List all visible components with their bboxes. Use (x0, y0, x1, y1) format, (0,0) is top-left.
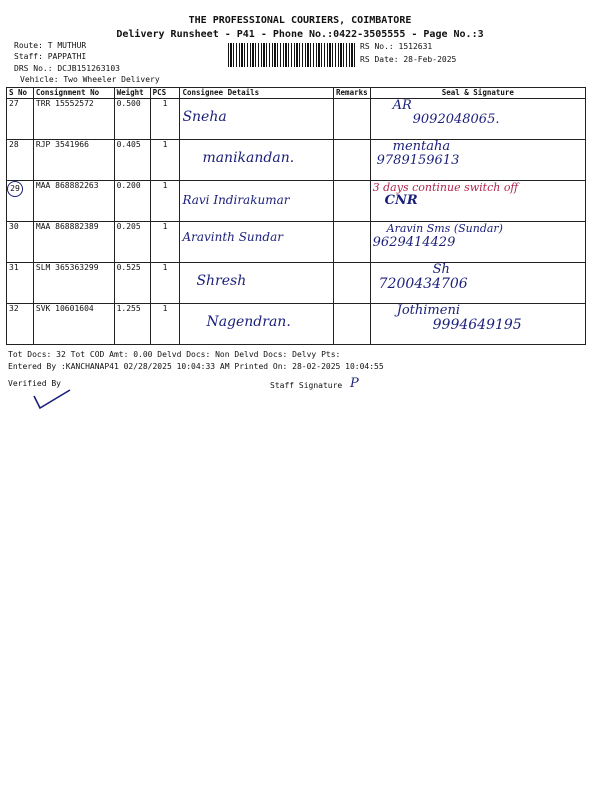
consignee-handwriting: Shresh (196, 273, 247, 289)
consignee-handwriting: Sneha (182, 109, 227, 125)
signature-mark: Aravin Sms (Sundar) (386, 222, 503, 235)
consignee-cell (180, 181, 334, 222)
sno-cell: 31 (7, 263, 34, 304)
pcs-cell: 1 (150, 304, 180, 345)
consignee-cell (180, 263, 334, 304)
route-label: Route: T MUTHUR (14, 41, 87, 50)
weight-cell: 1.255 (114, 304, 150, 345)
remarks-cell (334, 140, 371, 181)
signature-phone: 9994649195 (432, 317, 522, 333)
table-row (7, 222, 586, 263)
weight-cell: 0.200 (114, 181, 150, 222)
table-row (7, 181, 586, 222)
totals-line: Tot Docs: 32 Tot COD Amt: 0.00 Delvd Docs: Non Delvd Docs: Delvy Pts: (8, 350, 341, 359)
verification-check-mark (32, 388, 72, 412)
consignee-cell (180, 99, 334, 140)
consignee-cell (180, 140, 334, 181)
table-row (7, 140, 586, 181)
circled-sno: 29 (7, 181, 23, 197)
remark-handwriting: 3 days continue switch off (372, 181, 519, 194)
weight-cell: 0.405 (114, 140, 150, 181)
table-row (7, 263, 586, 304)
signature-cell (370, 140, 585, 181)
barcode (228, 43, 356, 67)
consignment-cell: MAA 868882389 (33, 222, 114, 263)
consignment-cell: SVK 10601604 (33, 304, 114, 345)
signature-mark: mentaha (392, 139, 451, 154)
signature-cell (370, 304, 585, 345)
consignment-cell: SLM 365363299 (33, 263, 114, 304)
table-row (7, 99, 586, 140)
consignee-cell (180, 222, 334, 263)
sno-cell: 28 (7, 140, 34, 181)
pcs-cell: 1 (150, 222, 180, 263)
col-weight: Weight (114, 88, 150, 99)
signature-mark: Sh (432, 262, 450, 277)
consignment-cell: MAA 868882263 (33, 181, 114, 222)
staff-signature-mark: P (350, 376, 359, 391)
staff-signature-label: Staff Signature (270, 381, 343, 390)
runsheet-subtitle: Delivery Runsheet - P41 - Phone No.:0422-3505555 - Page No.:3 (116, 29, 484, 40)
sno-cell: 30 (7, 222, 34, 263)
runsheet-table (6, 87, 586, 345)
col-remarks: Remarks (334, 88, 371, 99)
sno-cell: 27 (7, 99, 34, 140)
signature-cell (370, 181, 585, 222)
consignment-cell: RJP 3541966 (33, 140, 114, 181)
signature-cell (370, 222, 585, 263)
signature-cell (370, 263, 585, 304)
entered-by-line: Entered By :KANCHANAP41 02/28/2025 10:04:33 AM Printed On: 28-02-2025 10:04:55 (8, 362, 384, 371)
consignee-handwriting: Ravi Indirakumar (182, 193, 290, 207)
signature-phone: 7200434706 (378, 276, 468, 292)
rs-date: RS Date: 28-Feb-2025 (360, 55, 457, 64)
col-consignee: Consignee Details (180, 88, 334, 99)
remarks-cell (334, 304, 371, 345)
signature-mark: AR (392, 98, 412, 113)
pcs-cell: 1 (150, 140, 180, 181)
weight-cell: 0.205 (114, 222, 150, 263)
pcs-cell: 1 (150, 181, 180, 222)
company-title: THE PROFESSIONAL COURIERS, COIMBATORE (188, 15, 412, 26)
signature-phone: 9092048065. (412, 112, 500, 127)
table-row (7, 304, 586, 345)
pcs-cell: 1 (150, 99, 180, 140)
signature-mark: Jothimeni (396, 303, 460, 318)
weight-cell: 0.525 (114, 263, 150, 304)
col-sno: S No (7, 88, 34, 99)
vehicle-label: Vehicle: Two Wheeler Delivery (20, 75, 160, 84)
remarks-cell (334, 181, 371, 222)
consignee-handwriting: Aravinth Sundar (182, 230, 283, 244)
signature-phone: 9789159613 (376, 153, 460, 168)
signature-phone: 9629414429 (372, 235, 456, 250)
rs-number: RS No.: 1512631 (360, 42, 433, 51)
sno-cell (7, 181, 34, 222)
consignee-cell (180, 304, 334, 345)
table-header-row (7, 88, 586, 99)
pcs-cell: 1 (150, 263, 180, 304)
col-consignment: Consignment No (33, 88, 114, 99)
cnr-mark: CNR (384, 193, 418, 208)
consignment-cell: TRR 15552572 (33, 99, 114, 140)
consignee-handwriting: Nagendran. (206, 314, 291, 330)
remarks-cell (334, 263, 371, 304)
drs-label: DRS No.: DCJB151263103 (14, 64, 120, 73)
verified-by-label: Verified By (8, 379, 61, 388)
sno-cell: 32 (7, 304, 34, 345)
weight-cell: 0.500 (114, 99, 150, 140)
signature-cell (370, 99, 585, 140)
col-pcs: PCS (150, 88, 180, 99)
consignee-handwriting: manikandan. (202, 150, 295, 166)
staff-label: Staff: PAPPATHI (14, 52, 87, 61)
remarks-cell (334, 222, 371, 263)
remarks-cell (334, 99, 371, 140)
col-signature: Seal & Signature (370, 88, 585, 99)
